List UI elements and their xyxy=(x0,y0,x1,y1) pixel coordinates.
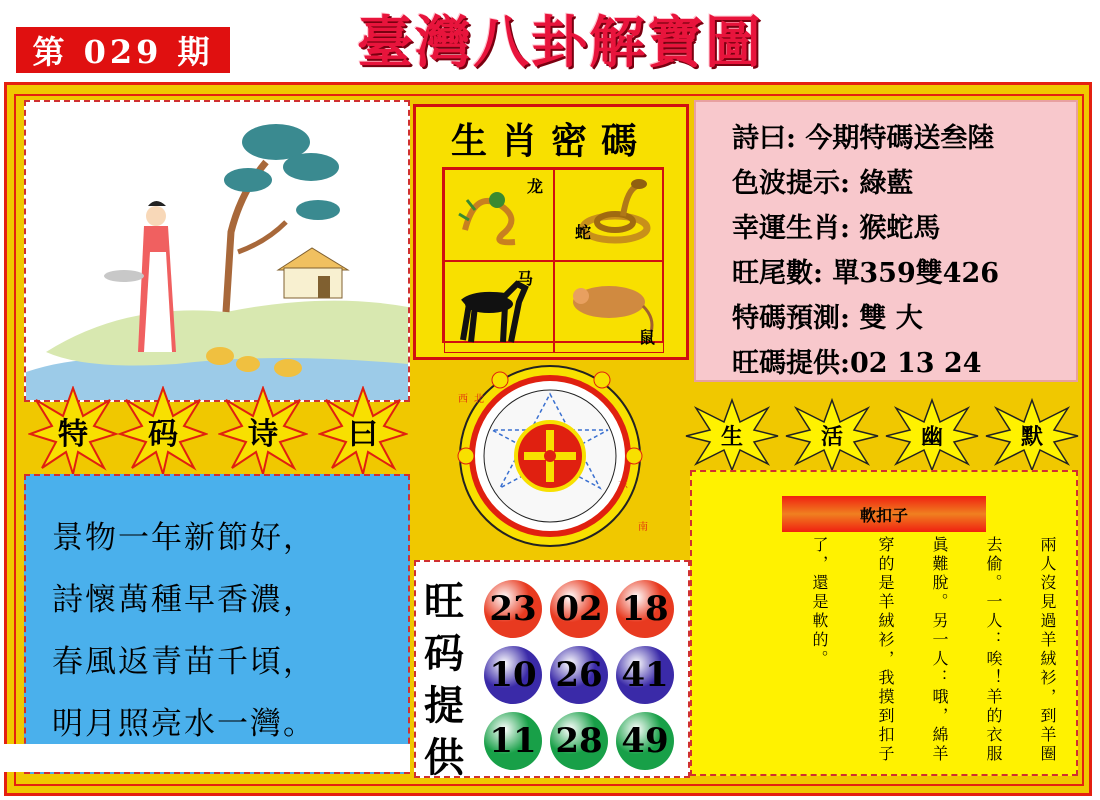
story-column: 了，還是軟的。 xyxy=(810,536,829,669)
compass-label-north: 北 xyxy=(474,394,484,405)
story-column: 兩人沒見過羊絨衫，到羊圈 xyxy=(1038,536,1057,764)
star-text: 特 xyxy=(58,417,88,452)
page-title: 臺灣八卦解寶圖 xyxy=(357,10,763,76)
hot-numbers-label xyxy=(424,576,464,784)
zodiac-cell-snake xyxy=(554,169,664,261)
zodiac-cell-rat xyxy=(554,261,664,353)
number-ball: 18 xyxy=(616,580,674,638)
snake-icon xyxy=(555,170,663,256)
bottom-left-blank xyxy=(0,744,410,772)
star-text: 生 xyxy=(720,423,743,450)
zodiac-label-snake: 蛇 xyxy=(575,223,592,242)
star-badge xyxy=(784,398,880,472)
landscape-illustration xyxy=(26,102,408,400)
story-column: 穿的是羊絨衫，我摸到扣子 xyxy=(876,536,895,764)
compass-label-south: 南 xyxy=(638,522,648,533)
info-color-wave: 色波提示: 綠藍 xyxy=(732,168,914,199)
star-text: 码 xyxy=(148,417,178,452)
label-char: 提 xyxy=(424,682,464,729)
star-text: 活 xyxy=(820,423,843,450)
number-ball: 28 xyxy=(550,712,608,770)
zodiac-label-horse: 马 xyxy=(517,269,534,288)
zodiac-label-rat: 鼠 xyxy=(638,328,655,347)
poem-panel xyxy=(24,474,410,774)
number-ball: 41 xyxy=(616,646,674,704)
info-panel xyxy=(694,100,1078,382)
number-ball: 11 xyxy=(484,712,542,770)
star-badge xyxy=(984,398,1080,472)
poem-line: 景物一年新節好， xyxy=(52,520,316,556)
number-ball: 49 xyxy=(616,712,674,770)
star-badge xyxy=(218,386,308,476)
star-badge xyxy=(28,386,118,476)
humor-star-row xyxy=(684,398,1088,476)
label-char: 供 xyxy=(424,734,464,781)
number-ball: 10 xyxy=(484,646,542,704)
zodiac-cell-dragon xyxy=(444,169,554,261)
poem-line: 春風返青苗千頃， xyxy=(52,644,316,680)
star-badge xyxy=(884,398,980,472)
star-badge xyxy=(318,386,408,476)
story-title: 軟扣子 xyxy=(782,496,986,532)
info-lucky-zodiac: 幸運生肖: 猴蛇馬 xyxy=(732,213,941,244)
zodiac-code-panel xyxy=(413,104,689,360)
story-column: 眞難脫。另一人：哦，綿羊 xyxy=(930,536,949,764)
humor-story-panel xyxy=(690,470,1078,776)
story-column: 去偷。一人：唉！羊的衣服 xyxy=(984,536,1003,764)
info-prediction: 特碼預測: 雙 大 xyxy=(732,303,923,334)
compass-wheel-icon xyxy=(452,360,664,550)
issue-number: 第 029 期 xyxy=(16,27,230,73)
star-text: 曰 xyxy=(348,417,378,452)
compass-label-east: 东 xyxy=(618,480,628,491)
poem-line: 明月照亮水一灣。 xyxy=(52,706,316,742)
info-hot-numbers: 旺碼提供:02 13 24 xyxy=(732,348,982,379)
poem-star-row xyxy=(22,386,422,478)
number-ball: 26 xyxy=(550,646,608,704)
hot-numbers-panel xyxy=(414,560,690,781)
star-text: 幽 xyxy=(920,423,943,450)
compass-label-west: 西 xyxy=(458,394,468,405)
poem-line: 詩懷萬種早香濃， xyxy=(52,582,316,618)
star-text: 默 xyxy=(1020,423,1043,450)
star-text: 诗 xyxy=(248,417,278,452)
info-poem-hint: 詩曰: 今期特碼送叁陸 xyxy=(732,123,995,154)
horse-icon xyxy=(445,262,553,348)
zodiac-title: 生肖密碼 xyxy=(450,120,651,162)
label-char: 码 xyxy=(424,630,464,677)
number-ball: 23 xyxy=(484,580,542,638)
bagua-compass xyxy=(452,360,664,550)
zodiac-label-dragon: 龙 xyxy=(526,177,543,196)
star-badge xyxy=(118,386,208,476)
number-ball: 02 xyxy=(550,580,608,638)
info-tail-numbers: 旺尾數: 單359雙426 xyxy=(732,258,1000,289)
zodiac-grid xyxy=(442,167,664,347)
scene-illustration xyxy=(24,100,410,402)
zodiac-cell-horse xyxy=(444,261,554,353)
label-char: 旺 xyxy=(424,578,464,625)
star-badge xyxy=(684,398,780,472)
